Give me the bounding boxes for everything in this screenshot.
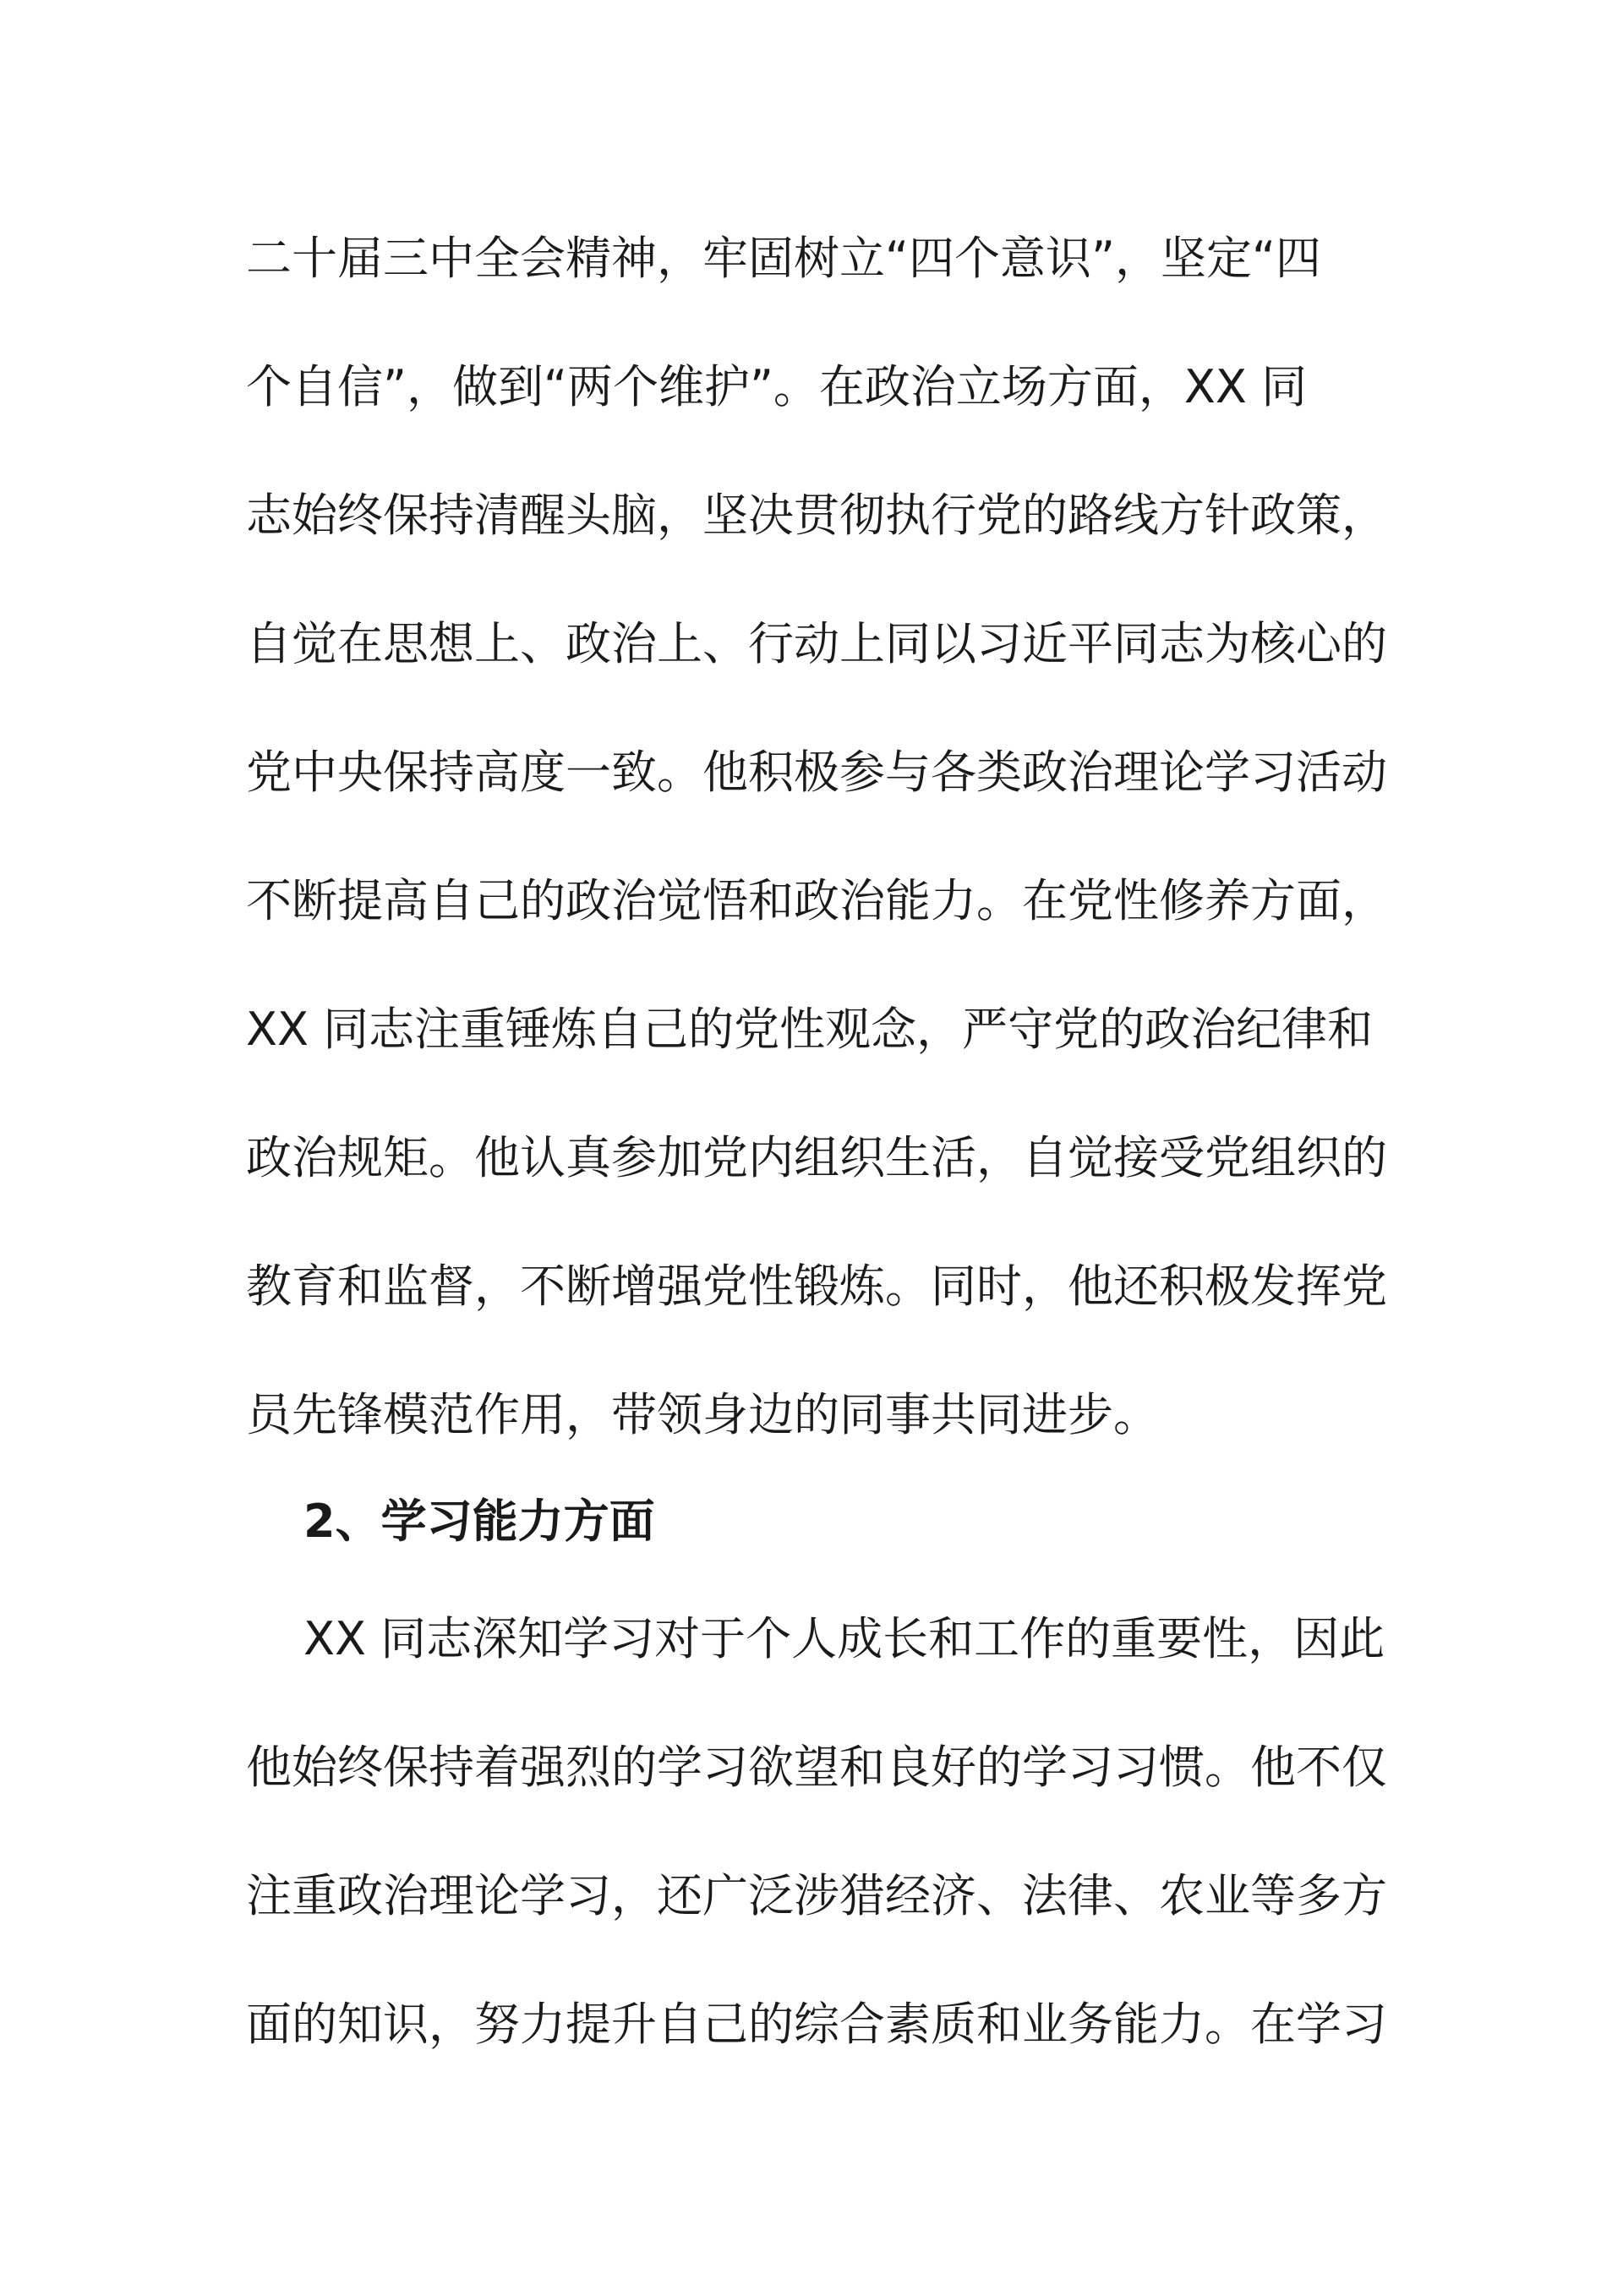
paragraph-line: 注重政治理论学习，还广泛涉猎经济、法律、农业等多方 xyxy=(246,1869,1387,1922)
paragraph-line: XX 同志注重锤炼自己的党性观念，严守党的政治纪律和 xyxy=(246,1003,1374,1056)
paragraph-line: 个自信”，做到“两个维护”。在政治立场方面，XX 同 xyxy=(246,360,1308,413)
section-heading: 2、学习能力方面 xyxy=(303,1495,655,1548)
paragraph-line: 教育和监督，不断增强党性锻炼。同时，他还积极发挥党 xyxy=(246,1260,1387,1313)
paragraph-line: 员先锋模范作用，带领身边的同事共同进步。 xyxy=(246,1388,1159,1441)
paragraph-line: 二十届三中全会精神，牢固树立“四个意识”，坚定“四 xyxy=(246,232,1321,285)
paragraph-line: 不断提高自己的政治觉悟和政治能力。在党性修养方面， xyxy=(246,874,1387,927)
paragraph-line: 他始终保持着强烈的学习欲望和良好的学习习惯。他不仅 xyxy=(246,1741,1387,1794)
paragraph-line: 面的知识，努力提升自己的综合素质和业务能力。在学习 xyxy=(246,1998,1387,2051)
paragraph-line: 党中央保持高度一致。他积极参与各类政治理论学习活动 xyxy=(246,746,1387,799)
paragraph-line: XX 同志深知学习对于个人成长和工作的重要性，因此 xyxy=(303,1612,1385,1665)
paragraph-line: 政治规矩。他认真参加党内组织生活，自觉接受党组织的 xyxy=(246,1131,1387,1184)
paragraph-line: 志始终保持清醒头脑，坚决贯彻执行党的路线方针政策， xyxy=(246,489,1387,542)
paragraph-line: 自觉在思想上、政治上、行动上同以习近平同志为核心的 xyxy=(246,617,1387,670)
